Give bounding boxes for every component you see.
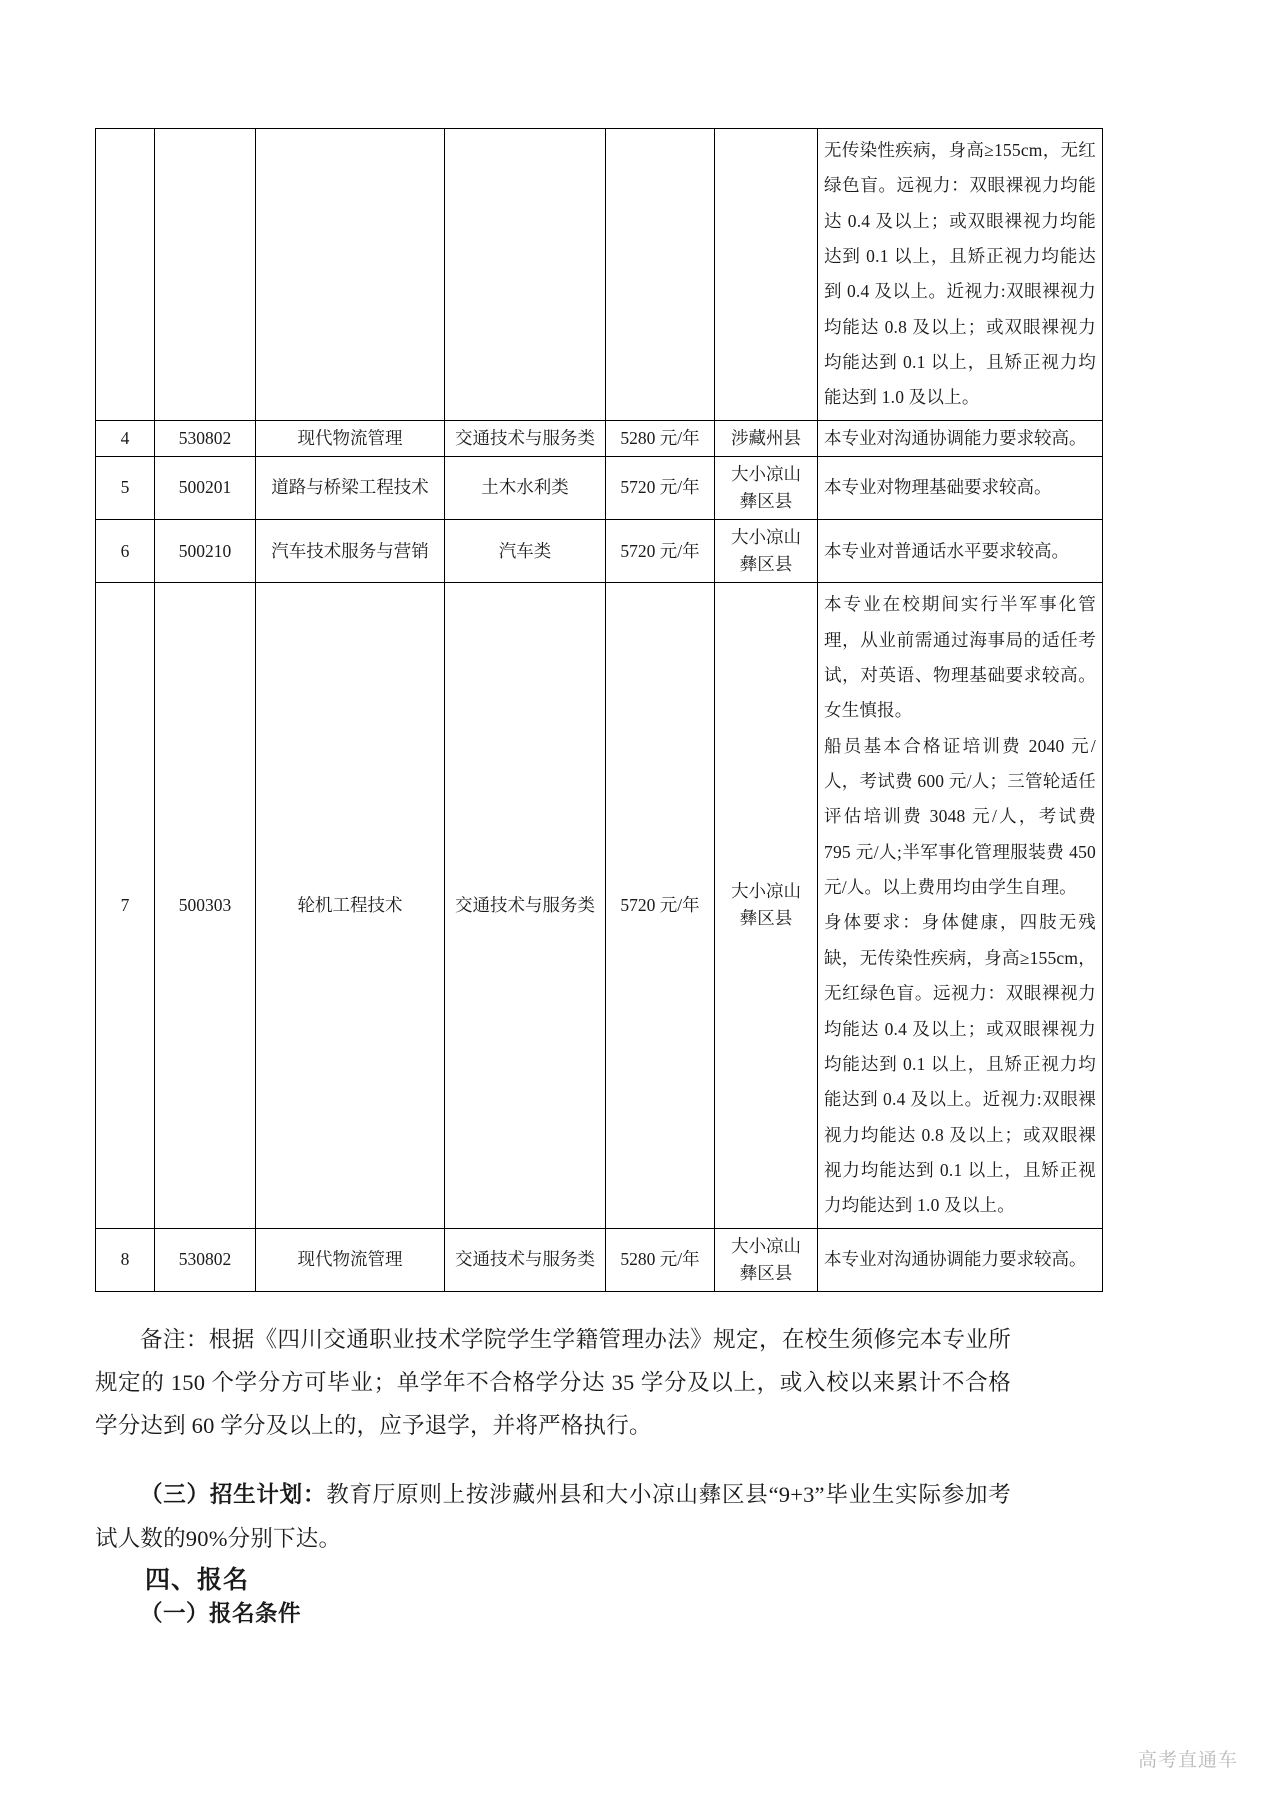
enrollment-plan-label: （三）招生计划：: [140, 1482, 327, 1508]
region-line: 涉藏州县: [731, 427, 801, 448]
cell-fee: [606, 129, 715, 421]
cell-category: 交通技术与服务类: [445, 1228, 606, 1291]
cell-region: [715, 583, 818, 1228]
region-line: 大小凉山: [731, 527, 801, 548]
watermark: 高考直通车: [1137, 1750, 1238, 1771]
cell-no: 6: [96, 520, 155, 583]
cell-no: 7: [96, 583, 155, 1228]
cell-category: 交通技术与服务类: [445, 420, 606, 456]
cell-region: [715, 520, 818, 583]
enrollment-plan-text: 教育厅原则上按涉藏州县和大小凉山彝区县“9+3”毕业生实际参加考试人数的90%分别下达。: [95, 1482, 1011, 1551]
enrollment-plan-table: [95, 128, 1103, 1292]
cell-note: [818, 129, 1103, 421]
cell-note: 本专业对普通话水平要求较高。: [818, 520, 1103, 583]
page-content: [95, 128, 1096, 1628]
note-paragraph: 本专业在校期间实行半军事化管理，从业前需通过海事局的适任考试，对英语、物理基础要求较高。女生慎报。: [824, 594, 1096, 721]
cell-major: 现代物流管理: [256, 420, 445, 456]
heading-section-four-one: （一）报名条件: [140, 1600, 302, 1626]
table-row: [96, 420, 1103, 456]
cell-major: 现代物流管理: [256, 1228, 445, 1291]
enrollment-plan-paragraph: [95, 1473, 1011, 1559]
cell-category: 土木水利类: [445, 456, 606, 519]
table-row: [96, 583, 1103, 1228]
cell-code: 530802: [155, 420, 256, 456]
cell-code: 500201: [155, 456, 256, 519]
table-row: [96, 1228, 1103, 1291]
region-line: 大小凉山: [731, 463, 801, 484]
cell-region: [715, 456, 818, 519]
cell-region: [715, 129, 818, 421]
cell-category: [445, 129, 606, 421]
cell-fee: 5720 元/年: [606, 456, 715, 519]
cell-no: 8: [96, 1228, 155, 1291]
heading-section-four: 四、报名: [145, 1565, 250, 1594]
cell-note: 本专业对沟通协调能力要求较高。: [818, 420, 1103, 456]
cell-category: 交通技术与服务类: [445, 583, 606, 1228]
cell-region: [715, 1228, 818, 1291]
cell-region: [715, 420, 818, 456]
cell-major: 道路与桥梁工程技术: [256, 456, 445, 519]
cell-fee: 5720 元/年: [606, 520, 715, 583]
cell-note: 本专业对物理基础要求较高。: [818, 456, 1103, 519]
cell-fee: 5280 元/年: [606, 1228, 715, 1291]
cell-category: 汽车类: [445, 520, 606, 583]
cell-major: 轮机工程技术: [256, 583, 445, 1228]
table-row: [96, 129, 1103, 421]
cell-code: 500303: [155, 583, 256, 1228]
cell-major: 汽车技术服务与营销: [256, 520, 445, 583]
cell-major: [256, 129, 445, 421]
region-line: 大小凉山: [731, 881, 801, 902]
cell-code: [155, 129, 256, 421]
cell-no: [96, 129, 155, 421]
note-text: 无传染性疾病，身高≥155cm，无红绿色盲。远视力：双眼裸视力均能达 0.4 及以上；或双眼裸视力均能达到 0.1 以上，且矫正视力均能达到 0.4 及以上。近视力:双眼裸视力均能达 0.8 及以上；或双眼裸视力均能达到 0.1 以上，且矫正视力均能达到 1.0 及以上。: [824, 140, 1096, 408]
cell-code: 530802: [155, 1228, 256, 1291]
cell-note: 本专业对沟通协调能力要求较高。: [818, 1228, 1103, 1291]
note-paragraph: 身体要求：身体健康，四肢无残缺，无传染性疾病，身高≥155cm，无红绿色盲。远视力：双眼裸视力均能达 0.4 及以上；或双眼裸视力均能达到 0.1 以上，且矫正视力均能达到 0.4 及以上。近视力:双眼裸视力均能达 0.8 及以上；或双眼裸视力均能达到 0.1 以上，且矫正视力均能达到 1.0 及以上。: [824, 912, 1096, 1216]
region-line: 彝区县: [739, 491, 793, 511]
table-row: [96, 520, 1103, 583]
remark-paragraph: 备注：根据《四川交通职业技术学院学生学籍管理办法》规定，在校生须修完本专业所规定的 150 个学分方可毕业；单学年不合格学分达 35 学分及以上，或入校以来累计不合格学分达到 60 学分及以上的，应予退学，并将严格执行。: [95, 1326, 1011, 1439]
cell-note: [818, 583, 1103, 1228]
region-line: 彝区县: [739, 1262, 793, 1283]
cell-fee: 5280 元/年: [606, 420, 715, 456]
cell-no: 5: [96, 456, 155, 519]
note-paragraph: 船员基本合格证培训费 2040 元/人，考试费 600 元/人；三管轮适任评估培训费 3048 元/人，考试费 795 元/人;半军事化管理服装费 450 元/人。以上费用均由学生自理。: [824, 735, 1096, 898]
table-row: [96, 456, 1103, 519]
cell-code: 500210: [155, 520, 256, 583]
cell-no: 4: [96, 420, 155, 456]
region-line: 大小凉山: [731, 1235, 801, 1256]
region-line: 彝区县: [739, 554, 793, 575]
region-line: 彝区县: [739, 908, 793, 929]
cell-fee: 5720 元/年: [606, 583, 715, 1228]
